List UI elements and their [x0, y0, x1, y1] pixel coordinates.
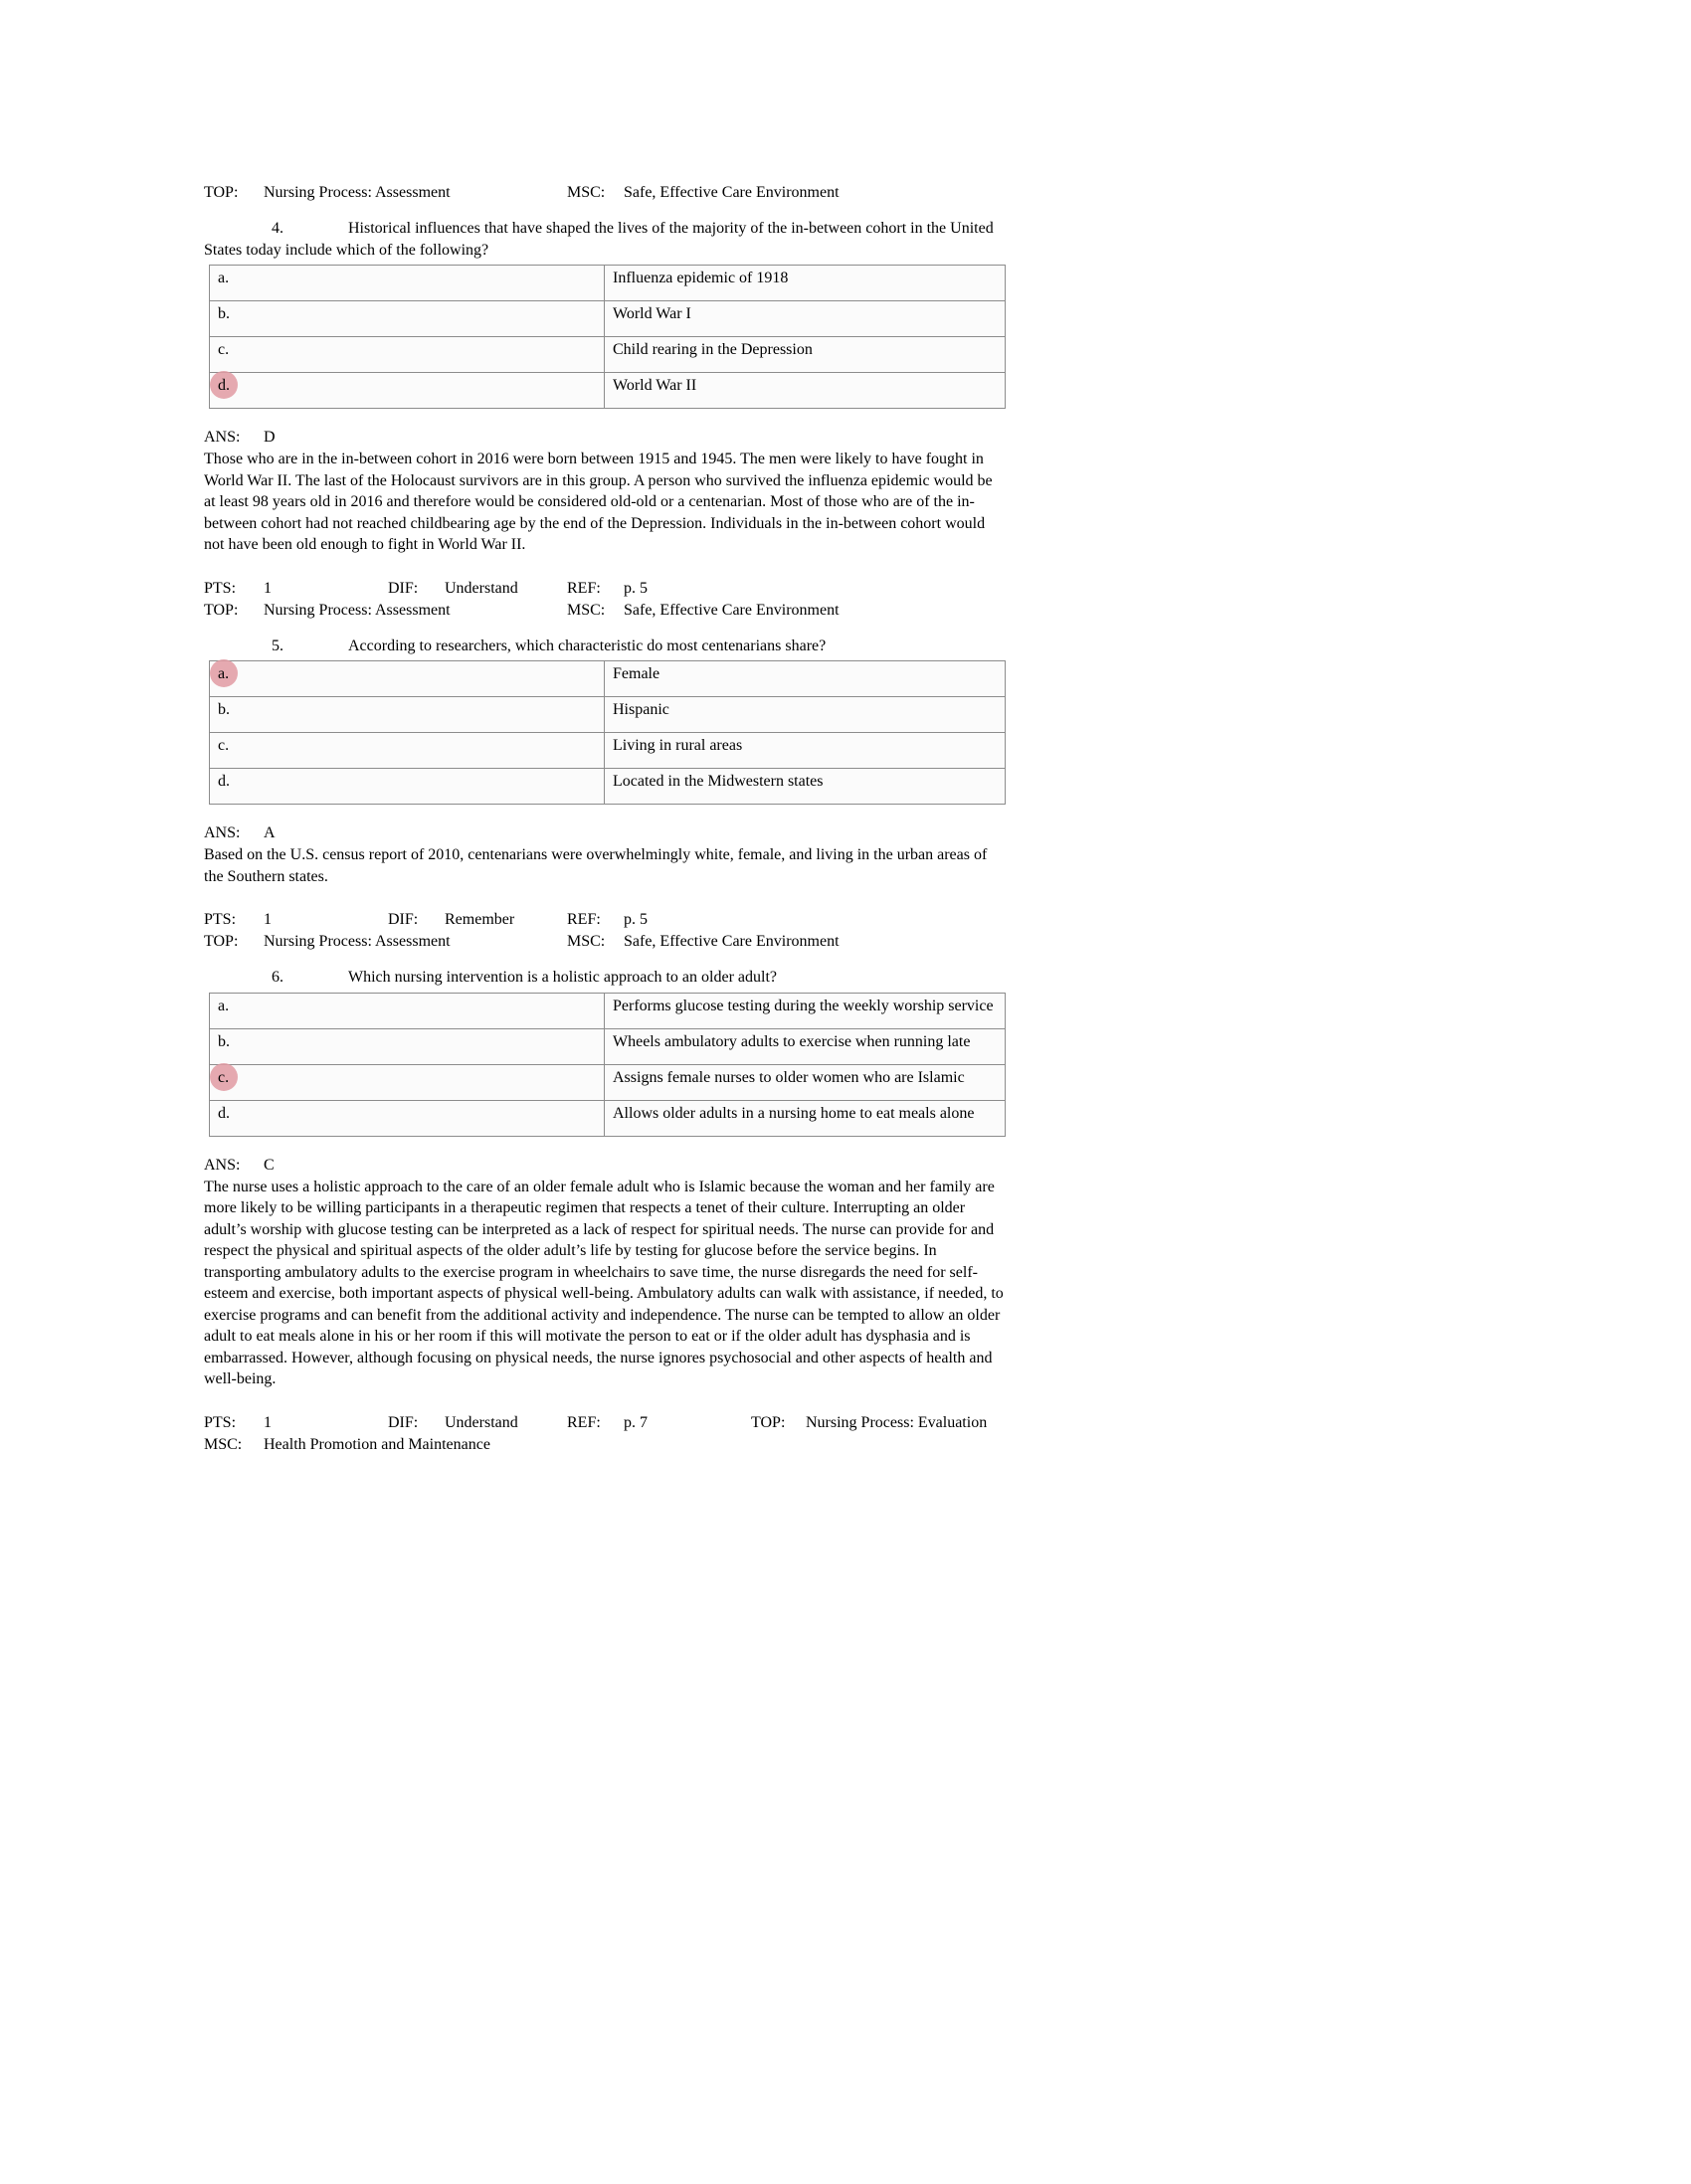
dif-value: Remember — [445, 911, 515, 928]
question-meta — [204, 909, 1006, 953]
top-value: Nursing Process: Evaluation — [806, 1413, 988, 1431]
question-prompt — [204, 218, 1006, 261]
options-table — [209, 265, 1006, 409]
msc-label: MSC: — [567, 184, 606, 201]
option-row-a — [210, 661, 1006, 697]
option-letter-highlighted: a. — [218, 665, 230, 682]
meta-row-2 — [204, 1434, 1006, 1456]
question-prompt — [204, 967, 1006, 989]
msc-label: MSC: — [567, 933, 606, 950]
question-text: Which nursing intervention is a holistic approach to an older adult? — [348, 969, 777, 986]
option-text: Wheels ambulatory adults to exercise when running late — [613, 1032, 971, 1050]
ans-label: ANS: — [204, 1156, 241, 1174]
msc-value: Safe, Effective Care Environment — [624, 184, 840, 201]
rationale: Those who are in the in-between cohort in 2016 were born between 1915 and 1945. The men were likely to have fought in World War II. The last of the Holocaust survivors are in this group. A person who survived the influenza epidemic would be at least 98 years old in 2016 and therefore would be considered old-old or a centenarian. Most of those who are of the in-between cohort had not reached childbearing age by the end of the Depression. Individuals in the in-between cohort would not have been old enough to fight in World War II. — [204, 451, 993, 553]
option-text: Living in rural areas — [613, 737, 743, 754]
page-header-meta-row — [204, 182, 1006, 204]
answer-block — [204, 427, 1006, 556]
meta-row-1 — [204, 909, 1006, 931]
option-letter: d. — [218, 773, 230, 790]
dif-value: Understand — [445, 1413, 518, 1431]
option-text: Influenza epidemic of 1918 — [613, 270, 789, 286]
options-table — [209, 660, 1006, 805]
option-letter-highlighted: d. — [218, 377, 230, 394]
ref-label: REF: — [567, 911, 601, 928]
option-text: World War II — [613, 377, 697, 394]
msc-value: Safe, Effective Care Environment — [624, 601, 840, 619]
pts-value: 1 — [264, 911, 272, 928]
option-row-d — [210, 1100, 1006, 1136]
option-letter: b. — [218, 1032, 230, 1050]
answer-block — [204, 822, 1006, 887]
option-text: Female — [613, 665, 660, 682]
ref-label: REF: — [567, 579, 601, 597]
option-row-c — [210, 337, 1006, 373]
question-number: 6. — [272, 969, 283, 986]
msc-label: MSC: — [567, 601, 606, 619]
options-table — [209, 993, 1006, 1137]
answer-line — [204, 1155, 1006, 1177]
option-letter-highlighted: c. — [218, 1068, 230, 1086]
option-letter: a. — [218, 270, 230, 286]
rationale: The nurse uses a holistic approach to the care of an older female adult who is Islamic because the woman and her family are more likely to be willing participants in a therapeutic regimen that respects a tenet of their culture. Interrupting an older adult’s worship with glucose testing can be interpreted as a lack of respect for spiritual needs. The nurse can provide for and respect the physical and spiritual aspects of the older adult’s life by testing for glucose before the service begins. In transporting ambulatory adults to the exercise program in wheelchairs to save time, the nurse disregards the need for self-esteem and exercise, both important aspects of physical well-being. Ambulatory adults can walk with assistance, if needed, to exercise programs and can benefit from the additional activity and independence. The nurse can be tempted to allow an older adult to eat meals alone in his or her room if this will motivate the person to eat or if the older adult has dysphasia and is embarrassed. However, although focusing on physical needs, the nurse ignores psychosocial and other aspects of health and well-being. — [204, 1178, 1004, 1387]
question-meta — [204, 578, 1006, 622]
pts-label: PTS: — [204, 911, 237, 928]
ref-value: p. 7 — [624, 1413, 648, 1431]
option-letter: d. — [218, 1104, 230, 1122]
msc-label: MSC: — [204, 1435, 243, 1453]
option-letter: c. — [218, 737, 230, 754]
page-content — [204, 182, 1006, 1470]
option-row-a — [210, 266, 1006, 301]
question-block-6 — [204, 967, 1006, 1456]
question-number: 5. — [272, 637, 283, 654]
dif-label: DIF: — [388, 1413, 419, 1431]
dif-value: Understand — [445, 579, 518, 597]
top-label: TOP: — [204, 601, 239, 619]
option-letter: a. — [218, 997, 230, 1014]
top-value: Nursing Process: Assessment — [264, 184, 451, 201]
ref-label: REF: — [567, 1413, 601, 1431]
meta-row-1 — [204, 1412, 1006, 1434]
option-row-c — [210, 733, 1006, 769]
option-row-d — [210, 373, 1006, 409]
ans-letter: D — [264, 429, 276, 446]
answer-line — [204, 427, 1006, 449]
option-text: Allows older adults in a nursing home to eat meals alone — [613, 1104, 975, 1122]
top-label: TOP: — [204, 184, 239, 201]
meta-row-2 — [204, 600, 1006, 622]
option-row-c — [210, 1064, 1006, 1100]
ans-label: ANS: — [204, 429, 241, 446]
question-block-4 — [204, 218, 1006, 622]
option-text: Assigns female nurses to older women who are Islamic — [613, 1068, 965, 1086]
meta-row-1 — [204, 578, 1006, 600]
answer-block — [204, 1155, 1006, 1390]
ref-value: p. 5 — [624, 911, 648, 928]
option-row-b — [210, 697, 1006, 733]
ans-letter: A — [264, 824, 276, 841]
msc-value: Safe, Effective Care Environment — [624, 933, 840, 950]
ref-value: p. 5 — [624, 579, 648, 597]
option-letter: c. — [218, 341, 230, 358]
top-value: Nursing Process: Assessment — [264, 933, 451, 950]
top-value: Nursing Process: Assessment — [264, 601, 451, 619]
pts-value: 1 — [264, 1413, 272, 1431]
option-text: Located in the Midwestern states — [613, 773, 824, 790]
meta-row-2 — [204, 931, 1006, 953]
question-meta — [204, 1412, 1006, 1456]
dif-label: DIF: — [388, 911, 419, 928]
answer-line — [204, 822, 1006, 844]
option-text: Child rearing in the Depression — [613, 341, 813, 358]
ans-label: ANS: — [204, 824, 241, 841]
option-text: Hispanic — [613, 701, 669, 718]
option-letter: b. — [218, 305, 230, 322]
top-label: TOP: — [204, 933, 239, 950]
pts-value: 1 — [264, 579, 272, 597]
pts-label: PTS: — [204, 579, 237, 597]
option-row-b — [210, 301, 1006, 337]
question-text: According to researchers, which characteristic do most centenarians share? — [348, 637, 827, 654]
rationale: Based on the U.S. census report of 2010, centenarians were overwhelmingly white, female, and living in the urban areas of the Southern states. — [204, 846, 988, 885]
question-number: 4. — [272, 220, 283, 237]
msc-value: Health Promotion and Maintenance — [264, 1435, 490, 1453]
option-row-a — [210, 993, 1006, 1028]
option-text: World War I — [613, 305, 691, 322]
option-row-b — [210, 1028, 1006, 1064]
option-letter: b. — [218, 701, 230, 718]
top-label: TOP: — [751, 1413, 786, 1431]
question-block-5 — [204, 636, 1006, 954]
dif-label: DIF: — [388, 579, 419, 597]
question-prompt — [204, 636, 1006, 657]
option-text: Performs glucose testing during the weekly worship service — [613, 997, 994, 1014]
ans-letter: C — [264, 1156, 275, 1174]
question-text: Historical influences that have shaped the lives of the majority of the in-between cohort in the United States today include which of the following? — [204, 220, 994, 259]
option-row-d — [210, 769, 1006, 805]
pts-label: PTS: — [204, 1413, 237, 1431]
